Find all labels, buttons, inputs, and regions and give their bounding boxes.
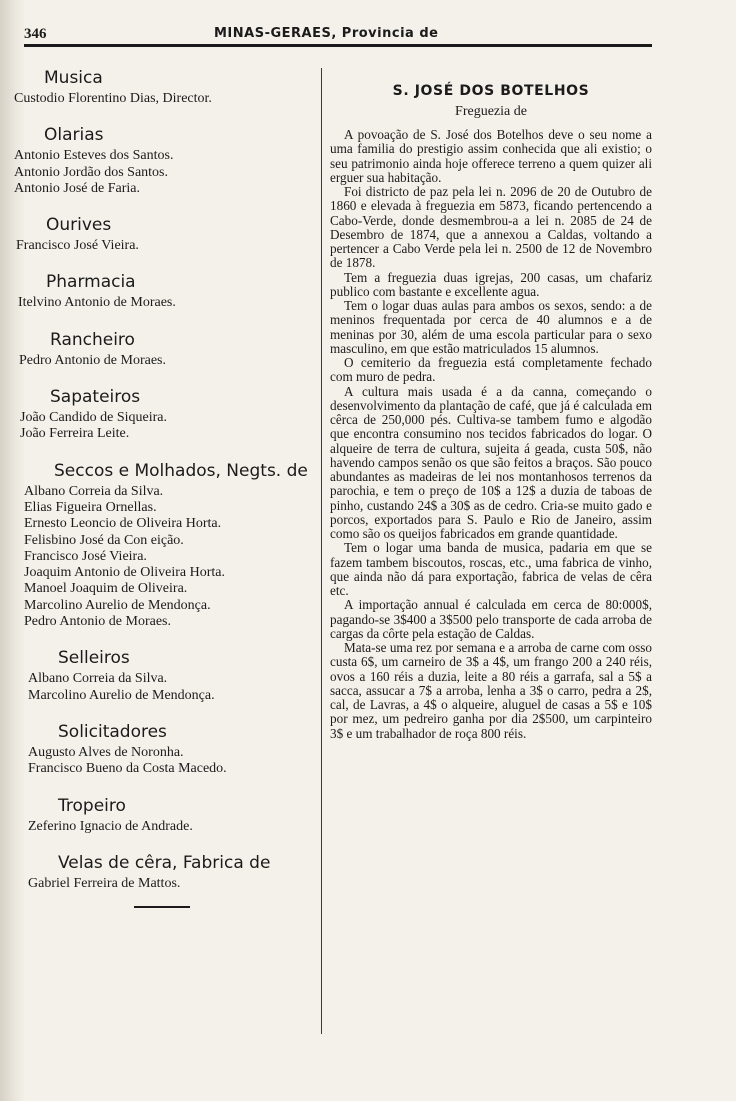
article-paragraph: A importação annual é calculada em cerca de 80:000$, pagando-se 3$400 a 3$500 pelo transporte de cada arroba de cargas da côrte pela estação de Caldas. <box>330 597 652 641</box>
section-seccos-e-molhados <box>24 460 314 631</box>
article-subtitle: Freguezia de <box>455 104 527 119</box>
entry: Felisbino José da Con eição. <box>24 532 184 548</box>
section-title: Solicitadores <box>58 721 167 742</box>
entry: Augusto Alves de Noronha. <box>28 744 184 760</box>
directory-column <box>14 68 314 926</box>
entry: Pedro Antonio de Moraes. <box>24 614 171 630</box>
section-title: Velas de cêra, Fabrica de <box>58 852 271 873</box>
entry: Marcolino Aurelio de Mendonça. <box>24 597 211 613</box>
section-title: Olarias <box>44 125 104 146</box>
article-paragraph: O cemiterio da freguezia está completamente fechado com muro de pedra. <box>330 355 652 385</box>
section-velas-de-cera <box>28 852 314 908</box>
column-divider <box>321 68 322 1034</box>
section-title: Sapateiros <box>50 387 141 408</box>
entry: Marcolino Aurelio de Mendonça. <box>28 687 215 703</box>
page-number: 346 <box>24 26 47 42</box>
end-rule <box>134 906 190 908</box>
entry: Manoel Joaquim de Oliveira. <box>24 581 188 597</box>
section-pharmacia <box>18 272 314 311</box>
section-ourives <box>16 215 314 254</box>
entry: Francisco José Vieira. <box>16 238 139 254</box>
entry: Antonio Esteves dos Santos. <box>14 148 174 164</box>
section-solicitadores <box>28 721 314 778</box>
section-selleiros <box>28 648 314 704</box>
section-title: Pharmacia <box>46 272 136 293</box>
section-title: Rancheiro <box>50 329 135 350</box>
entry: Antonio José de Faria. <box>14 180 140 196</box>
article-paragraph: A povoação de S. José dos Botelhos deve o seu nome a uma familia do prestigio assim conhecida que ali existio; o seu patrimonio ainda hoje offerece terreno a quem quizer ali erguer sua habitação. <box>330 127 652 185</box>
entry: Gabriel Ferreira de Mattos. <box>28 875 181 891</box>
entry: João Candido de Siqueira. <box>20 410 167 426</box>
article-title: S. JOSÉ DOS BOTELHOS <box>392 83 590 99</box>
entry: Francisco José Vieira. <box>24 548 147 564</box>
entry: Francisco Bueno da Costa Macedo. <box>28 761 227 777</box>
article-paragraph: Tem a freguezia duas igrejas, 200 casas, um chafariz publico com bastante e excellente agua. <box>330 269 652 299</box>
section-title: Musica <box>44 68 103 88</box>
entry: Custodio Florentino Dias, Director. <box>14 91 212 106</box>
article-column <box>330 82 652 741</box>
article-paragraph: Mata-se uma rez por semana e a arroba de carne com osso custa 6$, um carneiro de 3$ a 4$, um frango 200 a 240 réis, ovos a 160 réis a duzia, leite a 80 réis a garrafa, sal a 5$ a sacca, assucar a 7$ a arroba, lenha a 3$ o carro, pedra a 2$, cal, de Lavras, a 4$ o alqueire, aluguel de casas a 5$ e 10$ por mez, um pedreiro ganha por dia 2$500, um carpinteiro 3$ e um trabalhador de roça 800 réis. <box>330 640 652 741</box>
section-title: Seccos e Molhados, Negts. de <box>54 460 308 481</box>
running-head: MINAS-GERAES, Provincia de <box>214 26 439 41</box>
section-tropeiro <box>28 795 314 835</box>
entry: Albano Correia da Silva. <box>24 483 164 499</box>
entry: Pedro Antonio de Moraes. <box>19 352 166 368</box>
section-title: Selleiros <box>58 648 130 669</box>
header-rule <box>24 44 652 47</box>
entry: João Ferreira Leite. <box>20 426 130 442</box>
entry: Elias Figueira Ornellas. <box>24 499 157 515</box>
entry: Zeferino Ignacio de Andrade. <box>28 818 193 834</box>
entry: Ernesto Leoncio de Oliveira Horta. <box>24 516 222 532</box>
entry: Antonio Jordão dos Santos. <box>14 164 168 180</box>
section-sapateiros <box>20 387 314 443</box>
entry: Albano Correia da Silva. <box>28 671 168 687</box>
entry: Joaquim Antonio de Oliveira Horta. <box>24 565 226 581</box>
section-title: Ourives <box>46 215 112 236</box>
section-olarias <box>14 125 314 197</box>
article-paragraph: Foi districto de paz pela lei n. 2096 de 20 de Outubro de 1860 e elevada à freguezia em 5873, ficando pertencendo a Cabo-Verde, donde desmembrou-a a lei n. 2085 de 24 de Desembro de 1874, que a annexou a Caldas, voltando a pertencer a Cabo Verde pela lei n. 2500 de 12 de Novembro de 1878. <box>330 184 652 271</box>
page-header <box>24 24 650 44</box>
section-rancheiro <box>19 329 314 369</box>
article-paragraph: A cultura mais usada é a da canna, começando o desenvolvimento da plantação de café, que já é calculada em cêrca de 250,000 pés. Cultiva-se tambem fumo e algodão que encontra consumino nos tecidos fabricados do logar. O alqueire de terra de cultura, sujeita á geada, custa 50$, não havendo campos senão os que são feitos a braços. São pouco abundantes as madeiras de lei nos montanhosos terrenos da parochia, e tem o preço de 10$ a 12$ a duzia de taboas de pinho, custando 24$ a 30$ as de cedro. Cria-se muito gado e porcos, exportados para S. Paulo e Rio de Janeiro, assim como são os queijos fabricados em grande quantidade. <box>330 383 652 541</box>
entry: Itelvino Antonio de Moraes. <box>18 295 176 311</box>
article-paragraph: Tem o logar duas aulas para ambos os sexos, sendo: a de meninos frequentada por cerca de 40 alumnos e a de meninas por 30, além de uma escola particular para o sexo masculino, em que estão matriculados 15 alumnos. <box>330 298 652 356</box>
section-title: Tropeiro <box>58 795 126 816</box>
section-musica <box>14 68 314 107</box>
article-paragraph: Tem o logar uma banda de musica, padaria em que se fazem tambem biscoutos, roscas, etc., uma fabrica de vinho, que ainda não dá para exportação, fabrica de velas de cêra etc. <box>330 540 652 598</box>
